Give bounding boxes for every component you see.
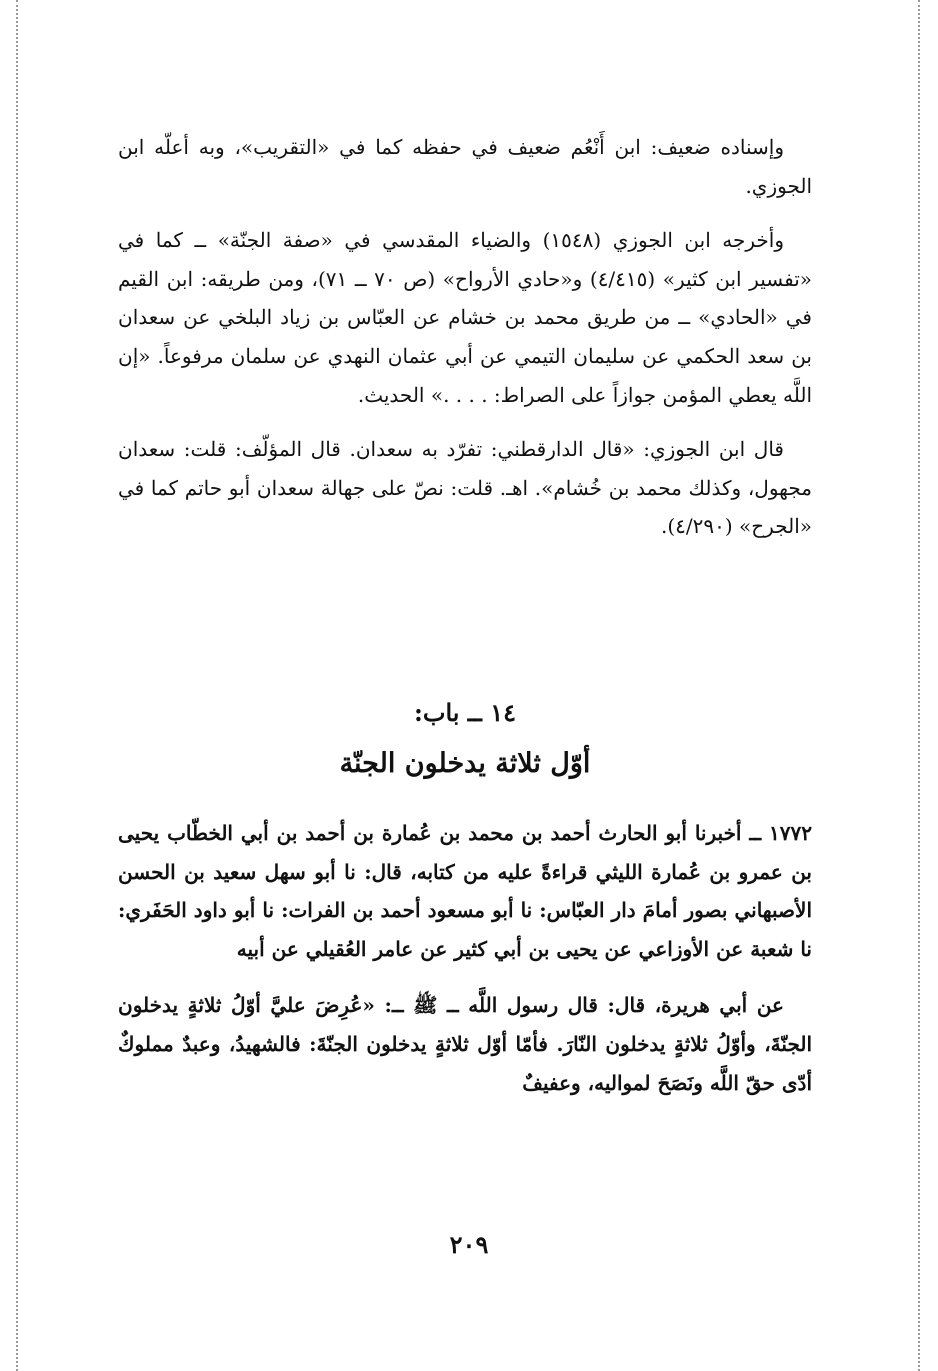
page-body-top (118, 128, 812, 546)
paragraph-takhrij: وأخرجه ابن الجوزي (١٥٤٨) والضياء المقدسي في «صفة الجنّة» ــ كما في «تفسير ابن كثير» (٤/٤١٥) و«حادي الأرواح» (ص ٧٠ ــ ٧١)، ومن طريقه: ابن القيم في «الحادي» ــ من طريق محمد بن خشام عن العبّاس بن زياد البلخي عن سعدان بن سعد الحكمي عن سليمان التيمي عن أبي عثمان النهدي عن سلمان مرفوعاً. «إن اللَّه يعطي المؤمن جوازاً على الصراط: . . . .» الحديث. (118, 228, 813, 407)
page-edge-left (16, 0, 18, 1371)
chapter-title: أوّل ثلاثة يدخلون الجنّة (339, 748, 591, 779)
chapter-number: ١٤ ــ باب: (414, 698, 516, 727)
paragraph-isnad-weakness: وإسناده ضعيف: ابن أَنْعُم ضعيف في حفظه كما في «التقريب»، وبه أعلّه ابن الجوزي. (118, 135, 812, 198)
page-body-bottom (118, 814, 812, 1102)
page-number: ٢٠٩ (449, 1230, 489, 1259)
hadith-isnad: ١٧٧٢ ــ أخبرنا أبو الحارث أحمد بن محمد بن عُمارة بن أحمد بن أبي الخطّاب يحيى بن عمرو بن عُمارة الليثي قراءةً عليه من كتابه، قال: نا أبو سهل سعيد بن الحسن الأصبهاني بصور أمامَ دار العبّاس: نا أبو مسعود أحمد بن الفرات: نا أبو داود الحَفَري: نا شعبة عن الأوزاعي عن يحيى بن أبي كثير عن عامر العُقيلي عن أبيه (118, 821, 813, 961)
hadith-matn: عن أبي هريرة، قال: قال رسول اللَّه ــ ﷺ ــ: «عُرِضَ عليَّ أوّلُ ثلاثةٍ يدخلون الجنّةَ، وأوّلُ ثلاثةٍ يدخلون النّارَ. فأمّا أوّل ثلاثةٍ يدخلون الجنّةَ: فالشهيدُ، وعبدٌ مملوكٌ أدّى حقّ اللَّه ونَصَحَ لمواليه، وعفيفٌ (118, 993, 812, 1095)
paragraph-ibn-aljawzi-comment: قال ابن الجوزي: «قال الدارقطني: تفرّد به سعدان. قال المؤلّف: قلت: سعدان مجهول، وكذلك محمد بن خُشام». اهـ. قلت: نصّ على جهالة سعدان أبو حاتم كما في «الجرح» (٤/٢٩٠). (118, 437, 812, 539)
page-edge-right (918, 0, 920, 1371)
